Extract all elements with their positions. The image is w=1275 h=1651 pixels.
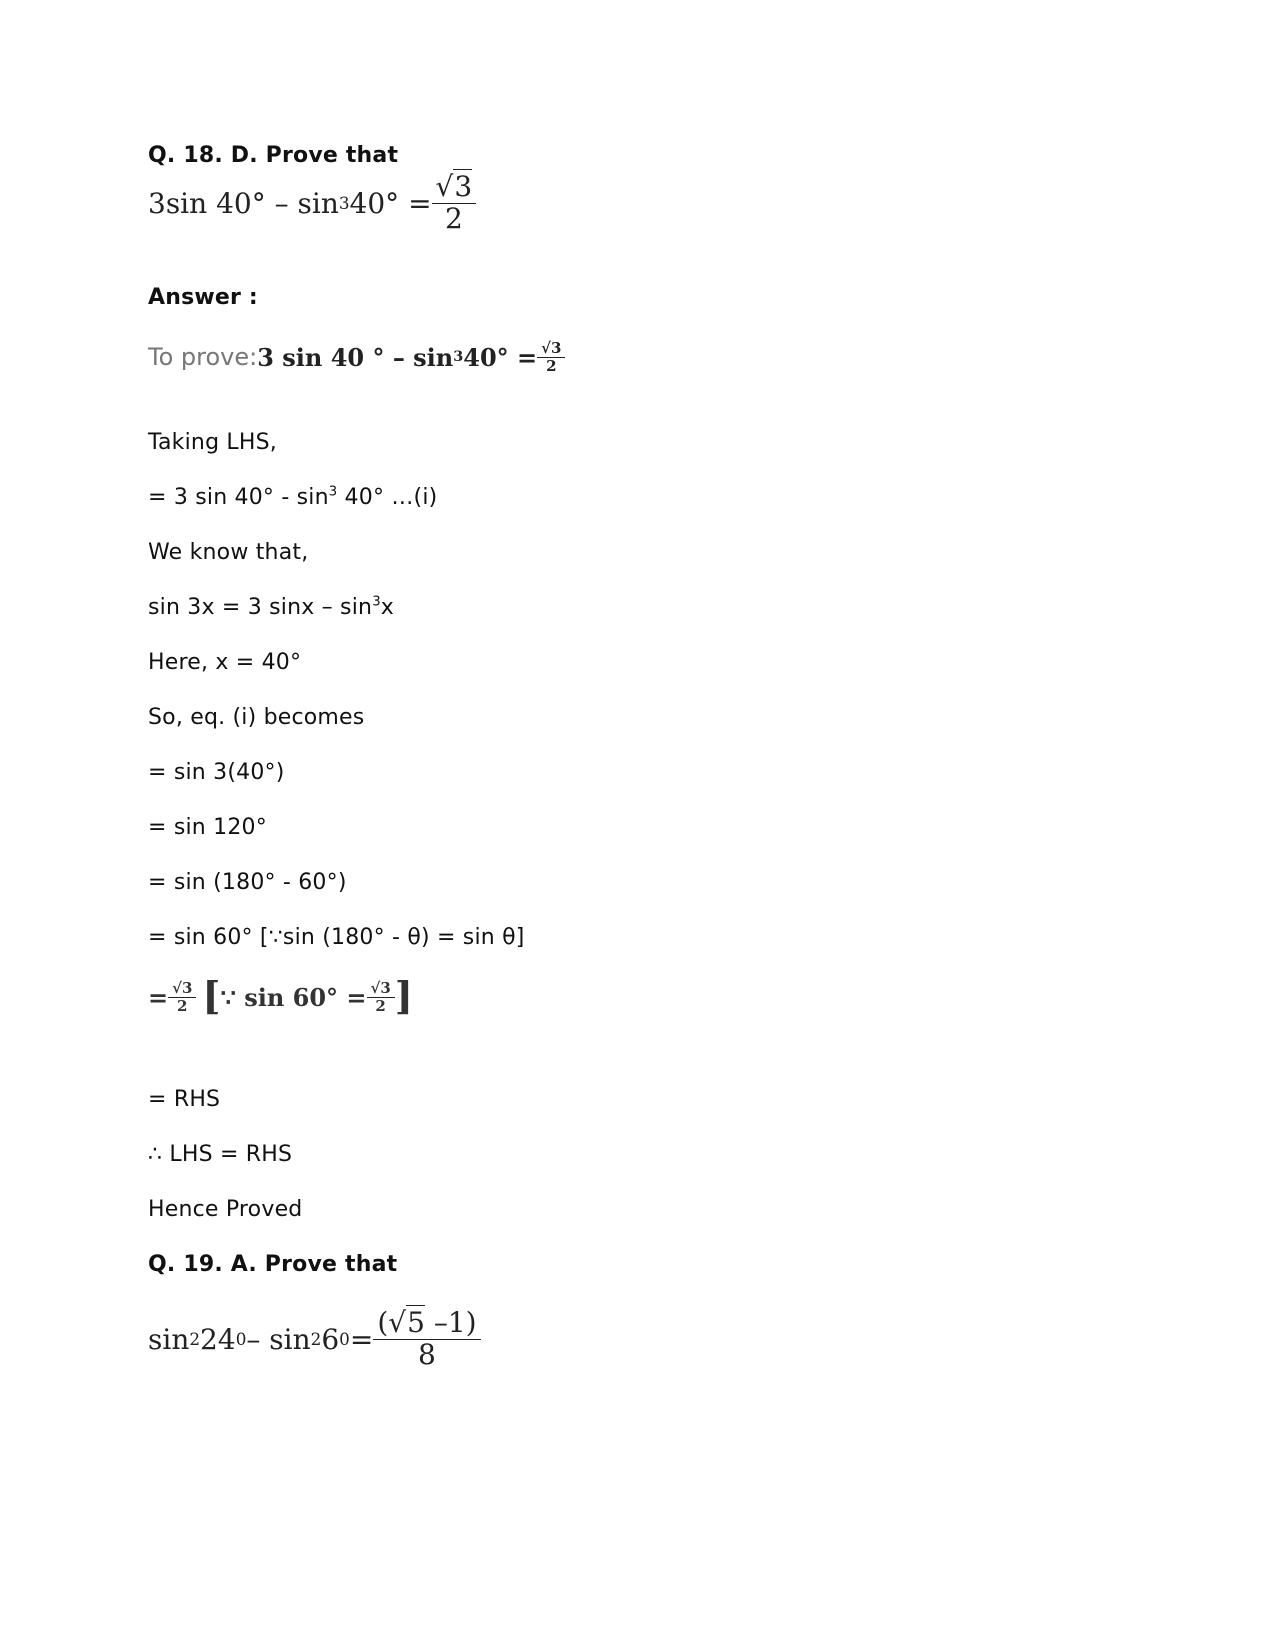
sqrt-symbol: √ (435, 170, 454, 203)
solution-line-7: = sin 3(40°) (148, 760, 285, 785)
solution-line-3: We know that, (148, 540, 309, 565)
eq-lhs: 3sin 40° – sin (148, 186, 339, 220)
because-denominator: 2 (375, 996, 386, 1015)
q19-equals: = (349, 1322, 374, 1356)
to-prove-denominator: 2 (546, 356, 557, 375)
q19-sqrt-symbol: √ (388, 1306, 407, 1339)
line2-tail: 40° …(i) (337, 485, 438, 510)
because-text: ∵ sin 60° = (220, 982, 367, 1012)
q19-sin-b: – sin (246, 1322, 311, 1356)
q19-radicand: 5 (407, 1306, 425, 1339)
line2-exponent: 3 (328, 484, 338, 500)
solution-line-2 (148, 485, 437, 510)
q19-angle-a: 24 (200, 1322, 236, 1356)
solution-line-8: = sin 120° (148, 815, 267, 840)
solution-line-6: So, eq. (i) becomes (148, 705, 365, 730)
rhs-line: = RHS (148, 1087, 221, 1112)
final-equation (148, 974, 413, 1019)
fraction-denominator: 2 (444, 201, 463, 235)
to-prove-lhs: 3 sin 40 ° – sin (257, 342, 454, 372)
to-prove-equation: To prove: 3 sin 40 ° – sin 3 40° = $\frac{√3}{2}$ (148, 340, 565, 374)
line4-tail: x (380, 595, 395, 620)
to-prove-numerator: √3 (537, 340, 565, 358)
q19-angle-b: 6 (321, 1322, 340, 1356)
q19-paren-open: ( (377, 1306, 389, 1339)
solution-line-4 (148, 595, 394, 620)
hence-proved-line: Hence Proved (148, 1197, 303, 1222)
solution-line-9: = sin (180° - 60°) (148, 870, 347, 895)
solution-line-5: Here, x = 40° (148, 650, 302, 675)
because-numerator: √3 (367, 980, 395, 998)
question-18-equation: 3sin 40° – sin 3 40° = $\frac{√3}{2}$ (148, 172, 476, 235)
solution-line-10: = sin 60° [∵sin (180° - θ) = sin θ] (148, 925, 525, 950)
q19-fraction (373, 1308, 480, 1371)
line2-text: = 3 sin 40° - sin (148, 485, 329, 510)
final-denominator: 2 (177, 996, 188, 1015)
final-fraction (168, 980, 196, 1014)
q19-paren-rest: –1) (424, 1306, 477, 1339)
final-equals: = (148, 982, 169, 1012)
sqrt-radicand: 3 (454, 170, 473, 203)
line4-text: sin 3x = 3 sinx – sin (148, 595, 373, 620)
therefore-line: ∴ LHS = RHS (148, 1142, 293, 1167)
open-bracket: [ (202, 974, 221, 1019)
final-numerator: √3 (168, 980, 196, 998)
question-18-heading: Q. 18. D. Prove that (148, 143, 399, 168)
to-prove-lhs-tail: 40° = (463, 342, 538, 372)
eq-fraction (432, 172, 477, 235)
question-19-equation: sin 2 24 0 – sin 2 6 0 = $\frac{(√5 -1)}{8}$ (148, 1308, 481, 1371)
close-bracket: ] (394, 974, 413, 1019)
eq-lhs-tail: 40° = (349, 186, 432, 220)
q19-sin-a: sin (148, 1322, 190, 1356)
solution-line-1: Taking LHS, (148, 430, 277, 455)
question-19-heading: Q. 19. A. Prove that (148, 1252, 398, 1277)
line4-exponent: 3 (372, 594, 381, 610)
to-prove-fraction (537, 340, 565, 374)
answer-label: Answer : (148, 285, 258, 310)
to-prove-label: To prove: (148, 343, 258, 371)
because-fraction (367, 980, 395, 1014)
q19-denominator: 8 (418, 1337, 436, 1371)
